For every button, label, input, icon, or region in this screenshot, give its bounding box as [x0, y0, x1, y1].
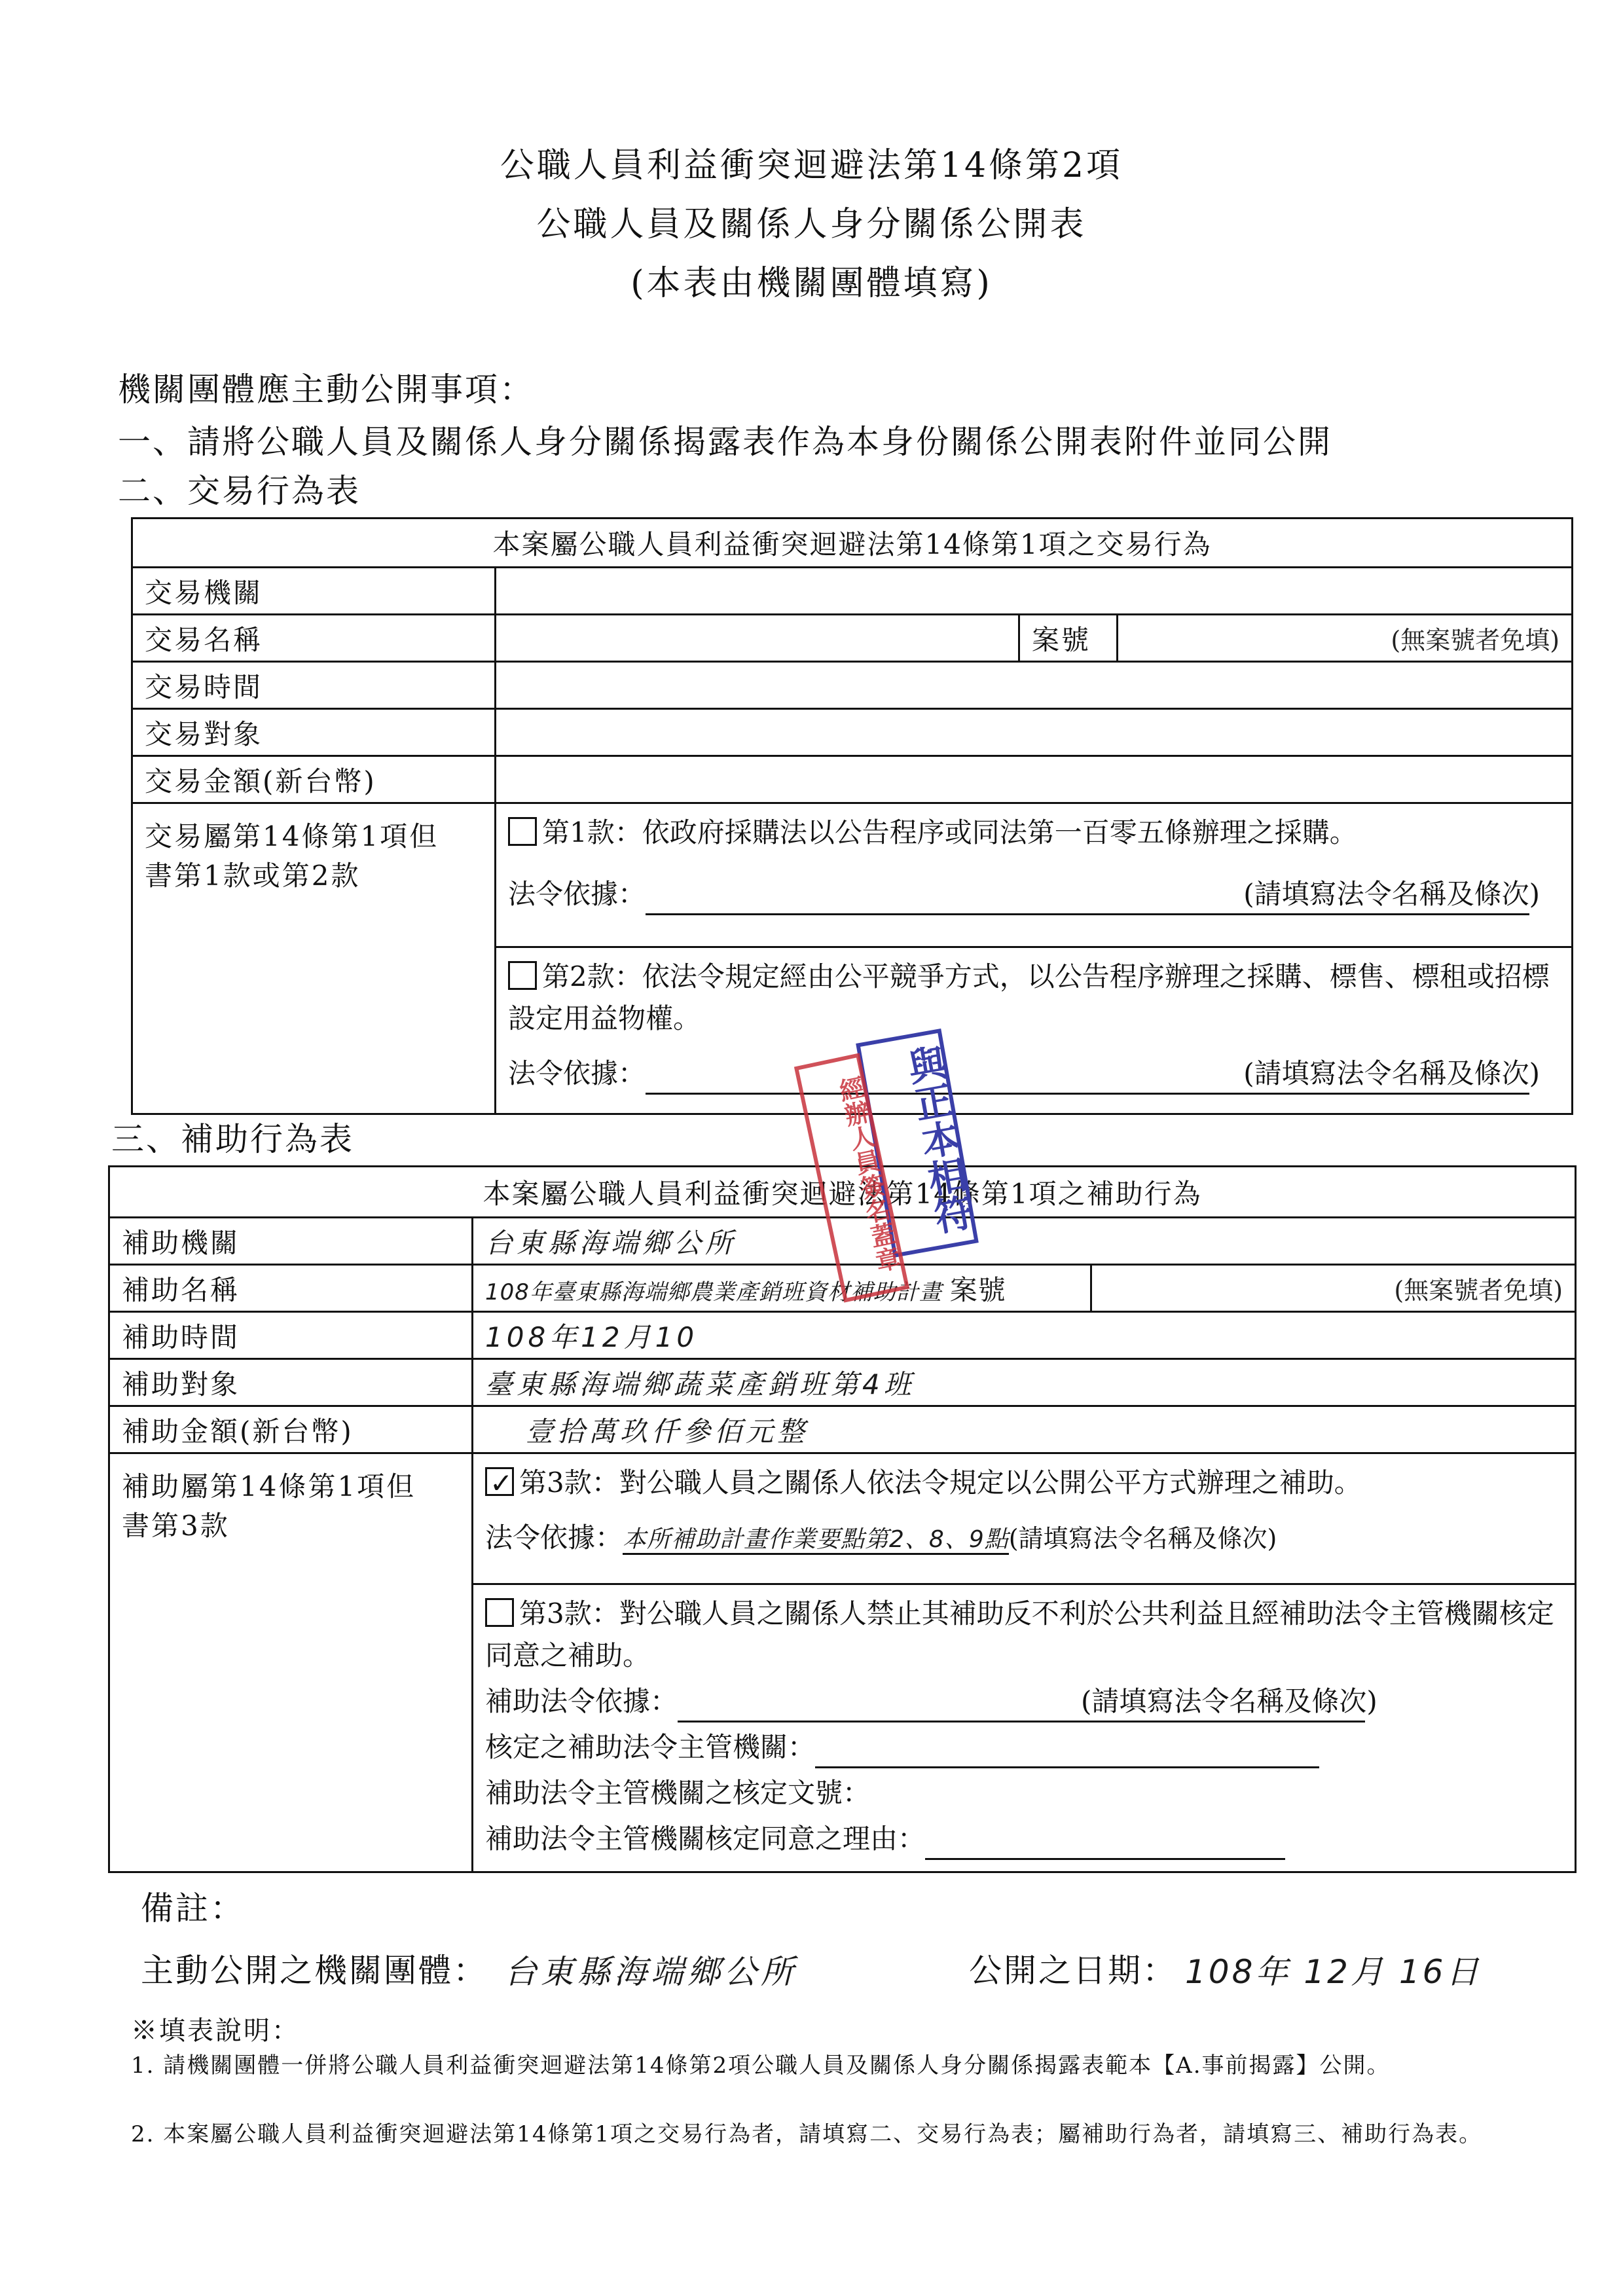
subsidy-option-1-hint: (請填寫法令名稱及條次): [1008, 1524, 1277, 1553]
transaction-option-2-basis-label: 法令依據：: [508, 1057, 646, 1089]
subsidy-option-2-checkbox[interactable]: [485, 1598, 514, 1627]
publisher-value: 台東縣海端鄉公所: [504, 1953, 797, 1991]
publish-date-label: 公開之日期：: [969, 1952, 1177, 1990]
subsidy-case-hint: (無案號者免填): [1394, 1276, 1563, 1305]
subsidy-name-value[interactable]: [473, 1265, 1091, 1312]
transaction-option-2-hint: (請填寫法令名稱及條次): [1243, 1057, 1541, 1089]
subsidy-party-label: 補助對象: [109, 1359, 473, 1406]
subsidy-category-line-1: 補助屬第14條第1項但: [122, 1470, 416, 1503]
subsidy-agency-label: 補助機關: [109, 1218, 473, 1265]
certified-copy-stamp: 與正本相符: [856, 1029, 979, 1258]
transaction-case-label: 案號: [1019, 615, 1118, 662]
transaction-case-hint: (無案號者免填): [1391, 626, 1560, 655]
transaction-category-line-1: 交易屬第14條第1項但: [145, 820, 439, 852]
subsidy-option-1: [473, 1453, 1576, 1584]
transaction-category-label: [132, 803, 496, 1114]
subsidy-basis2-label: 補助法令依據：: [485, 1685, 678, 1717]
transaction-option-2-text: 第2款：依法令規定經由公平競爭方式，以公告程序辦理之採購、標售、標租或招標設定用益物權。: [508, 960, 1550, 1034]
subsidy-option-2-text: 第3款：對公職人員之關係人禁止其補助反不利於公共利益且經補助法令主管機關核定同意之補助。: [485, 1597, 1554, 1671]
subsidy-approval-no-label: 補助法令主管機關之核定文號：: [485, 1777, 871, 1809]
transaction-option-1: [496, 803, 1573, 947]
intro-item-2: 二、交易行為表: [118, 472, 361, 510]
transaction-party-label: 交易對象: [132, 709, 496, 756]
publish-date-value: 108年 12月 16日: [1185, 1953, 1482, 1991]
transaction-time-label: 交易時間: [132, 662, 496, 709]
subsidy-option-1-basis-value[interactable]: 本所補助計畫作業要點第2、8、9點: [623, 1526, 1009, 1555]
subsidy-option-2: [473, 1584, 1576, 1872]
subsidy-approval-reason-field[interactable]: [925, 1832, 1285, 1860]
page-subtitle: 公職人員及關係人身分關係公開表: [536, 205, 1087, 244]
transaction-table: [131, 517, 1573, 1115]
transaction-option-2: [496, 947, 1573, 1114]
subsidy-party-value[interactable]: 臺東縣海端鄉蔬菜產銷班第4班: [473, 1359, 1576, 1406]
transaction-option-2-checkbox[interactable]: [508, 961, 537, 990]
subsidy-table-title: 本案屬公職人員利益衝突迴避法第14條第1項之補助行為: [109, 1167, 1576, 1218]
transaction-name-label: 交易名稱: [132, 615, 496, 662]
subsidy-category-line-2: 書第3款: [122, 1510, 230, 1542]
subsidy-name-label: 補助名稱: [109, 1265, 473, 1312]
transaction-amount-label: 交易金額(新台幣): [132, 756, 496, 803]
subsidy-approver-field[interactable]: [815, 1740, 1319, 1768]
transaction-agency-label: 交易機關: [132, 568, 496, 615]
subsidy-option-1-basis-label: 法令依據：: [485, 1522, 623, 1554]
subsidy-basis2-hint: (請填寫法令名稱及條次): [1081, 1685, 1377, 1717]
transaction-option-1-text: 第1款：依政府採購法以公告程序或同法第一百零五條辦理之採購。: [542, 816, 1357, 848]
transaction-option-1-basis-label: 法令依據：: [508, 878, 646, 910]
subsidy-approval-reason-label: 補助法令主管機關核定同意之理由：: [485, 1823, 926, 1855]
subsidy-amount-label: 補助金額(新台幣): [109, 1406, 473, 1453]
page-title: 公職人員利益衝突迴避法第14條第2項: [500, 146, 1123, 185]
transaction-name-field[interactable]: [496, 615, 1019, 662]
transaction-option-1-checkbox[interactable]: [508, 817, 537, 846]
transaction-party-field[interactable]: [496, 709, 1573, 756]
transaction-option-1-hint: (請填寫法令名稱及條次): [1243, 878, 1541, 910]
section-3-heading: 三、補助行為表: [111, 1120, 354, 1158]
remarks-label: 備註：: [141, 1889, 245, 1927]
intro-heading: 機關團體應主動公開事項：: [118, 371, 534, 409]
handler-signature-stamp: 經辦人員簽名蓋章: [794, 1053, 909, 1302]
transaction-time-field[interactable]: [496, 662, 1573, 709]
subsidy-agency-value[interactable]: 台東縣海端鄉公所: [473, 1218, 1576, 1265]
subsidy-category-label: [109, 1453, 473, 1872]
intro-item-1: 一、請將公職人員及關係人身分關係揭露表作為本身份關係公開表附件並同公開: [118, 423, 1332, 461]
transaction-category-line-2: 書第1款或第2款: [145, 860, 361, 892]
subsidy-time-label: 補助時間: [109, 1312, 473, 1359]
transaction-amount-field[interactable]: [496, 756, 1573, 803]
subsidy-option-1-text: 第3款：對公職人員之關係人依法令規定以公開公平方式辦理之補助。: [519, 1467, 1362, 1499]
subsidy-time-value[interactable]: 108年12月10: [473, 1312, 1576, 1359]
page-note: (本表由機關團體填寫): [630, 264, 993, 303]
publisher-label: 主動公開之機關團體：: [141, 1952, 488, 1990]
subsidy-case-field[interactable]: [1091, 1265, 1576, 1312]
instruction-2: 2. 本案屬公職人員利益衝突迴避法第14條第1項之交易行為者，請填寫二、交易行為表；屬補助行為者，請填寫三、補助行為表。: [131, 2121, 1483, 2147]
subsidy-name-text: 108年臺東縣海端鄉農業產銷班資材補助計畫: [485, 1279, 942, 1305]
transaction-table-title: 本案屬公職人員利益衝突迴避法第14條第1項之交易行為: [132, 519, 1573, 568]
subsidy-amount-value[interactable]: 壹拾萬玖仟參佰元整: [473, 1406, 1576, 1453]
subsidy-approver-label: 核定之補助法令主管機關：: [485, 1731, 816, 1763]
subsidy-case-label: 案號: [949, 1273, 1006, 1306]
transaction-case-field[interactable]: [1118, 615, 1573, 662]
subsidy-option-1-checkbox[interactable]: [485, 1467, 514, 1496]
transaction-agency-field[interactable]: [496, 568, 1573, 615]
instruction-1: 1. 請機關團體一併將公職人員利益衝突迴避法第14條第2項公職人員及關係人身分關係揭露表範本【A.事前揭露】公開。: [131, 2052, 1391, 2079]
instructions-title: ※填表說明：: [131, 2016, 300, 2046]
